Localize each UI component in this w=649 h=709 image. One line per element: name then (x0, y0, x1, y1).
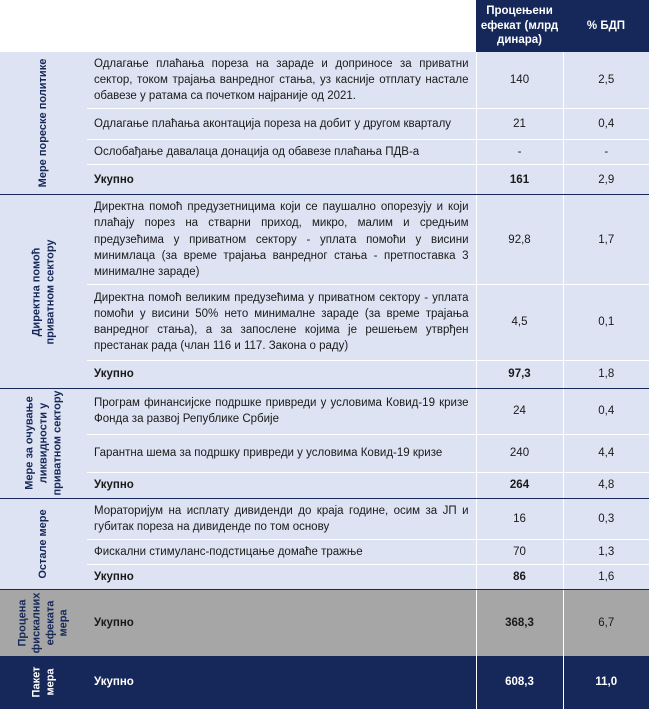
group-label-text (30, 667, 58, 698)
row-gdp: 4,4 (563, 434, 649, 472)
row-description: Директна помоћ великим предузећима у приватном сектору - уплата помоћи у висини 50% нето минималне зараде (за време трајања ванредног стања), а за запослене којима је решењем утврђен престанак рада (члан 116 и 117. Закона о раду) (87, 284, 476, 360)
row-description: Програм финансијске подршке привреди у условима Ковид-19 кризе Фонда за развој Републике Србије (87, 388, 476, 434)
total-row-package (0, 656, 649, 709)
group-label-line: Процена (16, 599, 28, 647)
total-gdp: 11,0 (563, 656, 649, 709)
group-label-direct-aid (0, 195, 87, 388)
group-label-text: Остале мере (36, 509, 49, 579)
row-amount: 240 (476, 434, 563, 472)
group-label-line: мера (57, 609, 70, 637)
row-gdp: 2,5 (563, 52, 649, 109)
table-row (0, 284, 649, 360)
table-row (0, 434, 649, 472)
row-description: Гарантна шема за подршку привреди у условима Ковид-19 кризе (87, 434, 476, 472)
total-row (0, 472, 649, 498)
total-label: Укупно (87, 472, 476, 498)
row-description: Одлагање плаћања аконтација пореза на добит у другом кварталу (87, 109, 476, 140)
table-row (0, 540, 649, 565)
header-gdp: % БДП (563, 0, 649, 52)
group-label-fiscal-estimate (0, 590, 87, 656)
total-row (0, 565, 649, 590)
row-amount: 92,8 (476, 195, 563, 284)
total-gdp: 4,8 (563, 472, 649, 498)
row-gdp: 0,3 (563, 498, 649, 539)
group-label-text: Мере пореске политике (36, 58, 49, 188)
group-label-line: Мере за очување (22, 396, 35, 491)
row-description: Одлагање плаћања пореза на зараде и доприносе за приватни сектор, током трајања ванредног стања, уз касније отплату настале обавезе у ратама са почетком најраније од 2021. (87, 52, 476, 109)
row-gdp: 1,7 (563, 195, 649, 284)
group-label-other (0, 498, 87, 589)
total-label: Укупно (87, 165, 476, 195)
row-gdp: 0,1 (563, 284, 649, 360)
total-amount: 368,3 (476, 590, 563, 656)
row-amount: 24 (476, 388, 563, 434)
total-gdp: 6,7 (563, 590, 649, 656)
total-row-fiscal-estimate (0, 590, 649, 656)
group-label-line: приватном сектору (50, 390, 63, 496)
row-amount: 70 (476, 540, 563, 565)
table-row (0, 140, 649, 165)
row-description: Фискални стимуланс-подстицање домаће тражње (87, 540, 476, 565)
total-amount: 608,3 (476, 656, 563, 709)
total-row (0, 165, 649, 195)
total-amount: 86 (476, 565, 563, 590)
row-amount: - (476, 140, 563, 165)
group-label-text (23, 391, 64, 496)
group-label-line: мера (43, 668, 56, 696)
group-label-line: приватном сектору (43, 239, 56, 345)
header-blank (0, 0, 476, 52)
group-label-liquidity (0, 388, 87, 498)
table-row (0, 195, 649, 284)
row-amount: 140 (476, 52, 563, 109)
header-amount: Процењени ефекат (млрд динара) (476, 0, 563, 52)
table-row (0, 52, 649, 109)
total-gdp: 1,6 (563, 565, 649, 590)
row-gdp: 1,3 (563, 540, 649, 565)
total-label: Укупно (87, 360, 476, 388)
total-gdp: 2,9 (563, 165, 649, 195)
group-label-line: Пакет (29, 666, 42, 698)
total-label: Укупно (87, 656, 476, 709)
total-amount: 264 (476, 472, 563, 498)
total-label: Укупно (87, 590, 476, 656)
group-label-line: ликвидности у (36, 403, 49, 484)
group-label-line: ефеката (43, 600, 56, 646)
row-gdp: 0,4 (563, 109, 649, 140)
row-description: Ослобађање давалаца донација од обавезе плаћања ПДВ-а (87, 140, 476, 165)
total-row (0, 360, 649, 388)
table-row (0, 109, 649, 140)
group-label-text (16, 593, 71, 654)
row-gdp: - (563, 140, 649, 165)
total-label: Укупно (87, 565, 476, 590)
row-amount: 21 (476, 109, 563, 140)
row-gdp: 0,4 (563, 388, 649, 434)
table-row (0, 498, 649, 539)
row-amount: 4,5 (476, 284, 563, 360)
total-gdp: 1,8 (563, 360, 649, 388)
group-label-tax-policy (0, 52, 87, 195)
group-label-line: Директна помоћ (29, 247, 42, 337)
row-amount: 16 (476, 498, 563, 539)
group-label-package (0, 656, 87, 709)
table-row (0, 388, 649, 434)
row-description: Директна помоћ предузетницима који се паушално опорезују и који плаћају порез на стварни приход, микро, малим и средњим предузећима у приватном сектору - уплата помоћи у висини минимлаца (за време трајања ванредног стања - претпоставка 3 минималне зараде) (87, 195, 476, 284)
row-description: Мораторијум на исплату дивиденди до краја године, осим за ЈП и губитак пореза на дивиденде по том основу (87, 498, 476, 539)
total-amount: 97,3 (476, 360, 563, 388)
group-label-line: фискалних (29, 592, 42, 654)
group-label-text (30, 239, 58, 344)
total-amount: 161 (476, 165, 563, 195)
header-row (0, 0, 649, 52)
